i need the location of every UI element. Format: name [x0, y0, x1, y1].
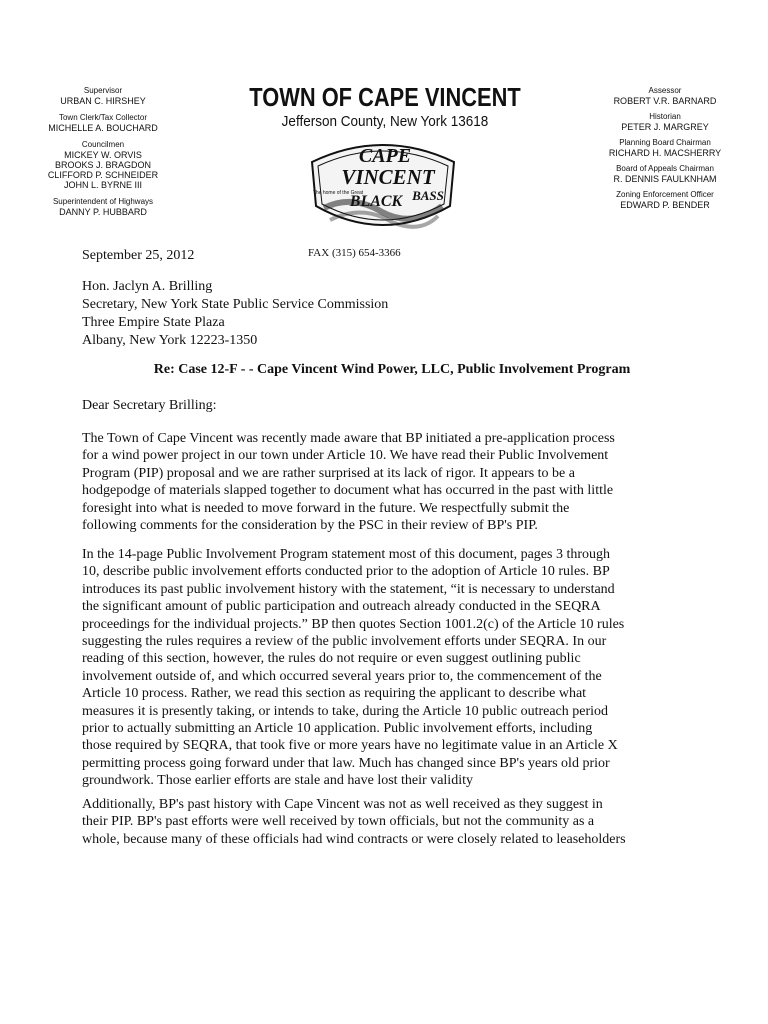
left-officials-list [18, 86, 188, 224]
official-role: Town Clerk/Tax Collector [58, 113, 148, 122]
official-name: CLIFFORD P. SCHNEIDER [47, 170, 159, 180]
official-supervisor [18, 86, 188, 106]
paragraph-line: In the 14-page Public Involvement Program statement most of this document, pages 3 through [82, 547, 611, 562]
official-historian [580, 112, 750, 132]
address-line: Three Empire State Plaza [82, 315, 225, 330]
body-paragraph-2 [82, 546, 692, 790]
paragraph-line: permitting process going forward under that law. Much has changed since BP's years old prior [82, 755, 610, 771]
official-town-clerk [18, 113, 188, 133]
paragraph-line: prior to actually submitting an Article 10 application. Public involvement efforts, including [82, 721, 593, 737]
seal-text-tagline: The home of the Great [312, 190, 364, 196]
paragraph-line: hodgepodge of materials slapped together to document what has occurred in the past with little [82, 483, 614, 499]
official-role: Planning Board Chairman [619, 138, 711, 147]
body-paragraph-3 [82, 796, 692, 848]
paragraph-line: groundwork. Those earlier efforts are stale and have lost their validity [82, 773, 473, 789]
official-name: MICKEY W. ORVIS [64, 150, 142, 160]
official-role: Board of Appeals Chairman [616, 164, 714, 173]
seal-text-black: BLACK [349, 193, 403, 210]
seal-text-bass: BASS [412, 188, 444, 203]
official-name: BROOKS J. BRAGDON [54, 160, 152, 170]
official-role: Zoning Enforcement Officer [616, 190, 714, 199]
body-paragraph-1 [82, 430, 692, 534]
address-line: Albany, New York 12223-1350 [82, 333, 258, 348]
salutation: Dear Secretary Brilling: [82, 398, 217, 413]
paragraph-line: Article 10 process. Rather, we read this section as requiring the applicant to describe what [82, 686, 587, 702]
official-name: DANNY P. HUBBARD [59, 207, 147, 217]
seal-text-cape: CAPE [358, 145, 412, 167]
address-line: Hon. Jaclyn A. Brilling [82, 279, 213, 294]
official-name: URBAN C. HIRSHEY [60, 96, 146, 106]
paragraph-line: whole, because many of these officials had wind contracts or were closely related to leaseholders [82, 831, 626, 847]
address-line: Secretary, New York State Public Service Commission [82, 297, 389, 312]
paragraph-line: following comments for the consideration by the PSC in their review of BP's PIP. [82, 518, 538, 534]
seal-text-vincent: VINCENT [341, 165, 435, 189]
official-name: EDWARD P. BENDER [620, 200, 710, 210]
official-role: Councilmen [81, 140, 125, 149]
official-councilmen [18, 140, 188, 190]
official-zoning [580, 190, 750, 210]
town-title: TOWN OF CAPE VINCENT [249, 82, 521, 112]
fax-number: FAX (315) 654-3366 [308, 247, 401, 259]
paragraph-line: Additionally, BP's past history with Cape Vincent was not as well received as they suggest in [82, 797, 603, 812]
letter-date: September 25, 2012 [82, 248, 195, 263]
paragraph-line: The Town of Cape Vincent was recently made aware that BP initiated a pre-application process [82, 431, 615, 446]
town-seal-logo [302, 134, 464, 240]
right-officials-list [580, 86, 750, 216]
official-name: ROBERT V.R. BARNARD [613, 96, 717, 106]
paragraph-line: their PIP. BP's past efforts were well received by town officials, but not the community as a [82, 814, 595, 830]
official-assessor [580, 86, 750, 106]
paragraph-line: the significant amount of public participation and outreach already conducted in the SEQRA [82, 599, 601, 615]
paragraph-line: involvement outside of, and which occurred several years prior to, the commencement of the [82, 668, 602, 684]
official-name: RICHARD H. MACSHERRY [608, 148, 722, 158]
official-name: PETER J. MARGREY [621, 122, 709, 132]
official-name: JOHN L. BYRNE III [63, 180, 143, 190]
official-board-of-appeals [580, 164, 750, 184]
official-planning-board [580, 138, 750, 158]
paragraph-line: measures it is presently taking, or intends to take, during the Article 10 public outreach period [82, 703, 609, 719]
paragraph-line: 10, describe public involvement efforts conducted prior to the adoption of Article 10 rules. BP [82, 564, 610, 580]
official-highways [18, 197, 188, 217]
official-role: Supervisor [83, 86, 123, 95]
paragraph-line: for a wind power project in our town under Article 10. We have read their Public Involvement [82, 448, 609, 464]
paragraph-line: suggesting the rules requires a review of the public involvement efforts under SEQRA. In our [82, 634, 607, 650]
official-name: MICHELLE A. BOUCHARD [48, 123, 158, 133]
paragraph-line: those required by SEQRA, that took five or more years have no legitimate value in an Article X [82, 738, 618, 754]
subject-line: Re: Case 12-F - - Cape Vincent Wind Power, LLC, Public Involvement Program [153, 362, 631, 377]
paragraph-line: reading of this section, however, the rules do not require or even suggest outlining public [82, 651, 581, 667]
official-role: Superintendent of Highways [52, 197, 154, 206]
official-role: Historian [649, 112, 681, 121]
paragraph-line: foresight into what is needed to move forward in the future. We respectfully submit the [82, 500, 570, 516]
recipient-address [82, 278, 388, 350]
official-role: Assessor [648, 86, 682, 95]
paragraph-line: proceedings for the individual projects.” BP then quotes Section 1001.2(c) of the Article 10 rules [82, 616, 625, 632]
paragraph-line: introduces its past public involvement history with the statement, “it is necessary to understand [82, 581, 615, 597]
paragraph-line: Program (PIP) proposal and we are rather surprised at its lack of rigor. It appears to be a [82, 465, 575, 481]
official-name: R. DENNIS FAULKNHAM [613, 174, 717, 184]
town-subtitle: Jefferson County, New York 13618 [281, 113, 489, 130]
